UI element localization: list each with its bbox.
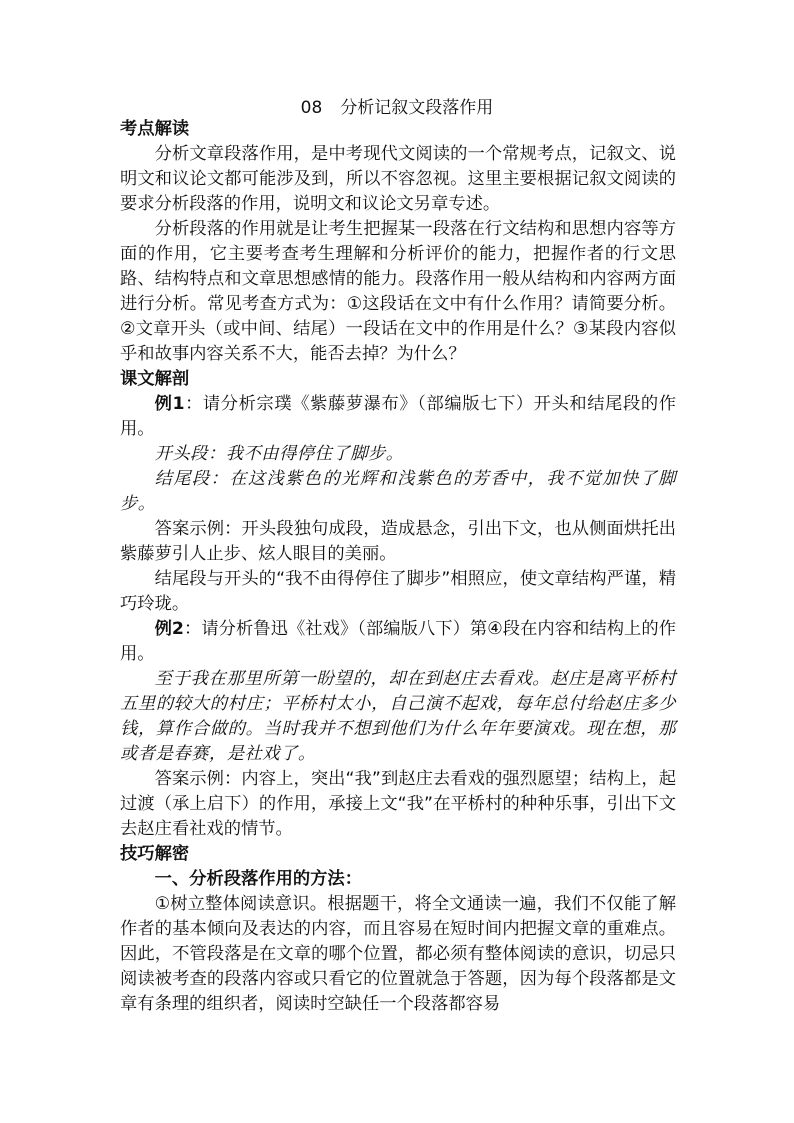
subheading-methods: 一、分析段落作用的方法： <box>154 869 362 889</box>
document-body <box>120 117 676 1017</box>
section-heading-skills: 技巧解密 <box>120 844 190 864</box>
example-2-prompt <box>120 617 676 667</box>
example-1-label: 例1 <box>154 394 185 414</box>
section-heading-textbook: 课文解剖 <box>120 369 190 389</box>
paragraph-method-1: ①树立整体阅读意识。根据题干，将全文通读一遍，我们不仅能了解作者的基本倾向及表达的内容，而且容易在短时间内把握文章的重难点。因此，不管段落是在文章的哪个位置，都必须有整体阅读的意识，切忌只阅读被考查的段落内容或只看它的位置就急于答题，因为每个段落都是文章有条理的组织者，阅读时空缺任一个段落都容易 <box>120 894 676 1014</box>
section-heading-analysis: 考点解读 <box>120 119 190 139</box>
example-1-closing: 结尾段：在这浅紫色的光辉和浅紫色的芳香中，我不觉加快了脚步。 <box>120 469 676 514</box>
paragraph-definition: 分析段落的作用就是让考生把握某一段落在行文结构和思想内容等方面的作用，它主要考查考生理解和分析评价的能力，把握作者的行文思路、结构特点和文章思想感情的能力。段落作用一般从结构和内容两方面进行分析。常见考查方式为：①这段话在文中有什么作用？请简要分析。②文章开头（或中间、结尾）一段话在文中的作用是什么？③某段内容似乎和故事内容关系不大，能否去掉？为什么？ <box>120 219 676 364</box>
example-2-quote: 至于我在那里所第一盼望的，却在到赵庄去看戏。赵庄是离平桥村五里的较大的村庄；平桥村太小，自己演不起戏，每年总付给赵庄多少钱，算作合做的。当时我并不想到他们为什么年年要演戏。现在想，那或者是春赛，是社戏了。 <box>120 669 676 764</box>
example-2-answer: 答案示例：内容上，突出“我”到赵庄去看戏的强烈愿望；结构上，起过渡（承上启下）的作用，承接上文“我”在平桥村的种种乐事，引出下文去赵庄看社戏的情节。 <box>120 769 676 839</box>
paragraph-intro: 分析文章段落作用，是中考现代文阅读的一个常规考点，记叙文、说明文和议论文都可能涉及到，所以不容忽视。这里主要根据记叙文阅读的要求分析段落的作用，说明文和议论文另章专述。 <box>120 144 676 214</box>
example-1-answer-2: 结尾段与开头的“我不由得停住了脚步”相照应，使文章结构严谨，精巧玲珑。 <box>120 569 676 614</box>
example-1-answer: 答案示例：开头段独句成段，造成悬念，引出下文，也从侧面烘托出紫藤萝引人止步、炫人眼目的美丽。 <box>120 519 676 564</box>
example-1-text: ：请分析宗璞《紫藤萝瀑布》（部编版七下）开头和结尾段的作用。 <box>120 394 676 439</box>
example-2-text: ：请分析鲁迅《社戏》（部编版八下）第④段在内容和结构上的作用。 <box>120 619 676 664</box>
example-1-prompt <box>120 392 676 442</box>
example-2-label: 例2 <box>154 619 184 639</box>
example-1-opening: 开头段：我不由得停住了脚步。 <box>154 444 404 464</box>
page-title <box>0 97 794 119</box>
title-number: 08 <box>300 98 323 118</box>
title-text: 分析记叙文段落作用 <box>340 98 494 118</box>
